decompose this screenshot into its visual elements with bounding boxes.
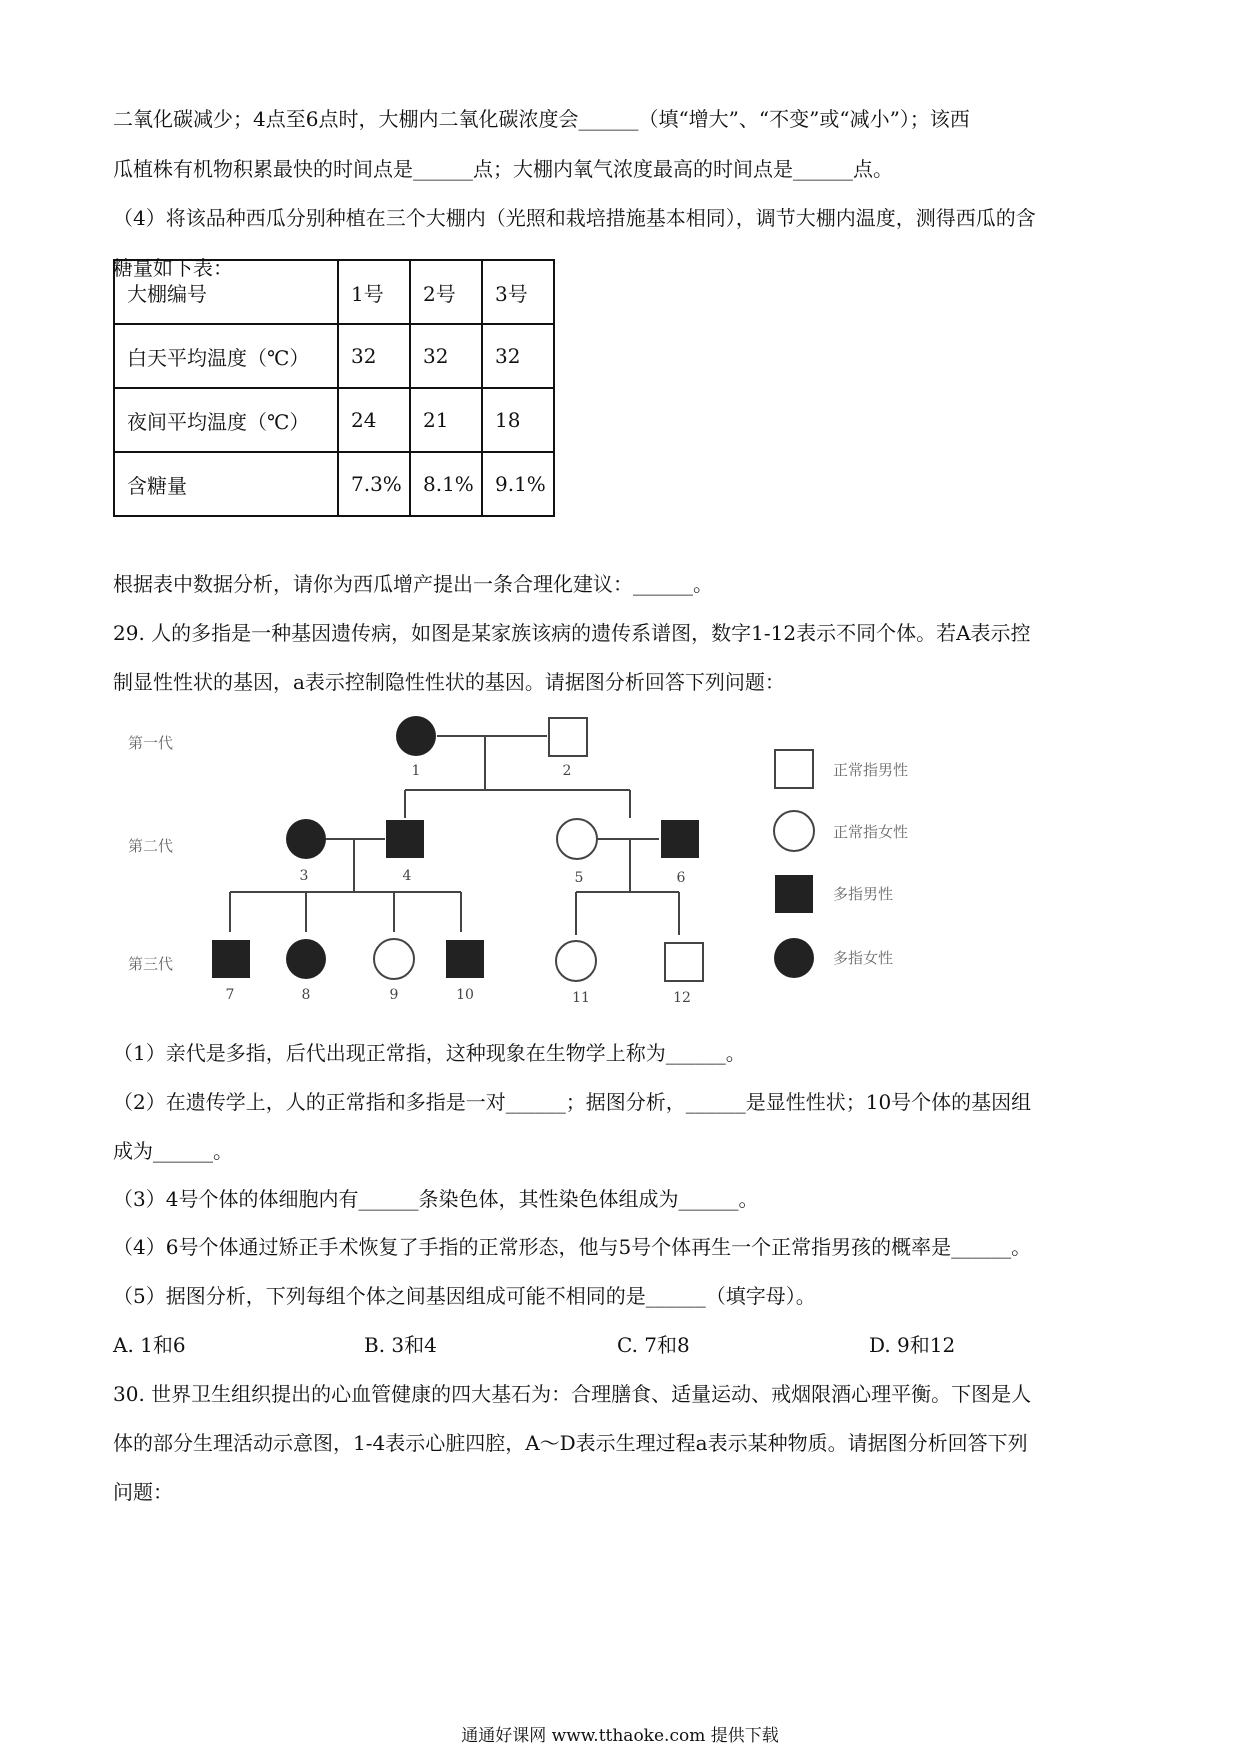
question-29-5: （5）据图分析，下列每组个体之间基因组成可能不相同的是______（填字母）。	[113, 1284, 816, 1308]
text-line: 瓜植株有机物积累最快的时间点是______点；大棚内氧气浓度最高的时间点是______点。	[113, 157, 893, 181]
affected-male-symbol	[661, 820, 699, 858]
table-cell: 1号	[338, 260, 410, 324]
legend-label: 多指女性	[833, 949, 894, 967]
table-cell: 含糖量	[114, 452, 338, 516]
question-29-2: 成为______。	[113, 1139, 233, 1163]
table-cell: 32	[482, 324, 554, 388]
legend-label: 正常指男性	[833, 761, 909, 779]
affected-male-symbol	[775, 875, 813, 913]
question-30-stem: 问题：	[113, 1480, 173, 1504]
individual-number: 3	[299, 868, 309, 884]
text-line: 二氧化碳减少；4点至6点时，大棚内二氧化碳浓度会______（填“增大”、“不变”或“减小”）；该西	[113, 107, 970, 131]
normal-female-symbol	[556, 941, 596, 981]
question-29-stem: 制显性性状的基因，a表示控制隐性性状的基因。请据图分析回答下列问题：	[113, 670, 785, 694]
question-29-3: （3）4号个体的体细胞内有______条染色体，其性染色体组成为______。	[113, 1187, 759, 1211]
normal-female-symbol	[557, 819, 597, 859]
table-cell: 18	[482, 388, 554, 452]
affected-female-symbol	[286, 819, 326, 859]
individual-number: 9	[389, 987, 399, 1003]
table-row	[114, 452, 554, 516]
table-cell: 32	[410, 324, 482, 388]
generation-label: 第一代	[128, 734, 174, 752]
table-cell: 3号	[482, 260, 554, 324]
individual-number: 6	[676, 870, 686, 886]
text-line: （4）将该品种西瓜分别种植在三个大棚内（光照和栽培措施基本相同），调节大棚内温度，测得西瓜的含	[113, 206, 1036, 230]
question-29-4: （4）6号个体通过矫正手术恢复了手指的正常形态，他与5号个体再生一个正常指男孩的概率是______。	[113, 1235, 1032, 1259]
table-cell: 32	[338, 324, 410, 388]
option-b: B. 3和4	[364, 1333, 437, 1357]
question-29-stem: 29. 人的多指是一种基因遗传病，如图是某家族该病的遗传系谱图，数字1-12表示不同个体。若A表示控	[113, 621, 1031, 645]
individual-number: 4	[402, 868, 412, 884]
table-cell: 21	[410, 388, 482, 452]
table-cell: 白天平均温度（℃）	[114, 324, 338, 388]
question-29-2: （2）在遗传学上，人的正常指和多指是一对______；据图分析，______是显性性状；10号个体的基因组	[113, 1090, 1032, 1114]
normal-female-symbol	[774, 811, 814, 851]
table-cell: 夜间平均温度（℃）	[114, 388, 338, 452]
table-row	[114, 324, 554, 388]
option-c: C. 7和8	[617, 1333, 690, 1357]
individual-number: 12	[673, 990, 691, 1006]
table-cell: 24	[338, 388, 410, 452]
table-header-row	[114, 260, 554, 324]
affected-female-symbol	[774, 938, 814, 978]
affected-female-symbol	[286, 939, 326, 979]
generation-label: 第三代	[128, 955, 174, 973]
table-cell: 8.1%	[410, 452, 482, 516]
sugar-content-table	[113, 259, 555, 517]
table-cell: 7.3%	[338, 452, 410, 516]
individual-number: 11	[572, 990, 590, 1006]
individual-number: 7	[225, 987, 235, 1003]
normal-male-symbol	[775, 750, 813, 788]
legend-label: 正常指女性	[833, 823, 909, 841]
option-d: D. 9和12	[869, 1333, 956, 1357]
pedigree-legend	[774, 750, 908, 978]
text-line: 糖量如下表：	[113, 256, 233, 280]
table-row	[114, 388, 554, 452]
normal-male-symbol	[549, 718, 587, 756]
question-30-stem: 体的部分生理活动示意图，1-4表示心脏四腔，A～D表示生理过程a表示某种物质。请据图分析回答下列	[113, 1431, 1028, 1455]
footer-text: 通通好课网 www.tthaoke.com 提供下载	[461, 1726, 779, 1746]
normal-male-symbol	[665, 943, 703, 981]
individual-number: 10	[456, 987, 474, 1003]
table-cell: 大棚编号	[114, 260, 338, 324]
individual-number: 1	[411, 763, 421, 779]
affected-male-symbol	[386, 820, 424, 858]
normal-female-symbol	[374, 939, 414, 979]
text-line: 根据表中数据分析，请你为西瓜增产提出一条合理化建议：______。	[113, 572, 713, 596]
individual-number: 8	[301, 987, 311, 1003]
option-a: A. 1和6	[113, 1333, 186, 1357]
question-29-1: （1）亲代是多指，后代出现正常指，这种现象在生物学上称为______。	[113, 1041, 746, 1065]
individual-number: 5	[574, 870, 584, 886]
table-cell: 9.1%	[482, 452, 554, 516]
generation-label: 第二代	[128, 837, 174, 855]
individual-number: 2	[562, 763, 572, 779]
table-cell: 2号	[410, 260, 482, 324]
affected-male-symbol	[446, 940, 484, 978]
legend-label: 多指男性	[833, 885, 894, 903]
question-30-stem: 30. 世界卫生组织提出的心血管健康的四大基石为：合理膳食、适量运动、戒烟限酒心理平衡。下图是人	[113, 1382, 1032, 1406]
affected-female-symbol	[396, 716, 436, 756]
pedigree-diagram	[110, 705, 950, 1025]
affected-male-symbol	[212, 940, 250, 978]
